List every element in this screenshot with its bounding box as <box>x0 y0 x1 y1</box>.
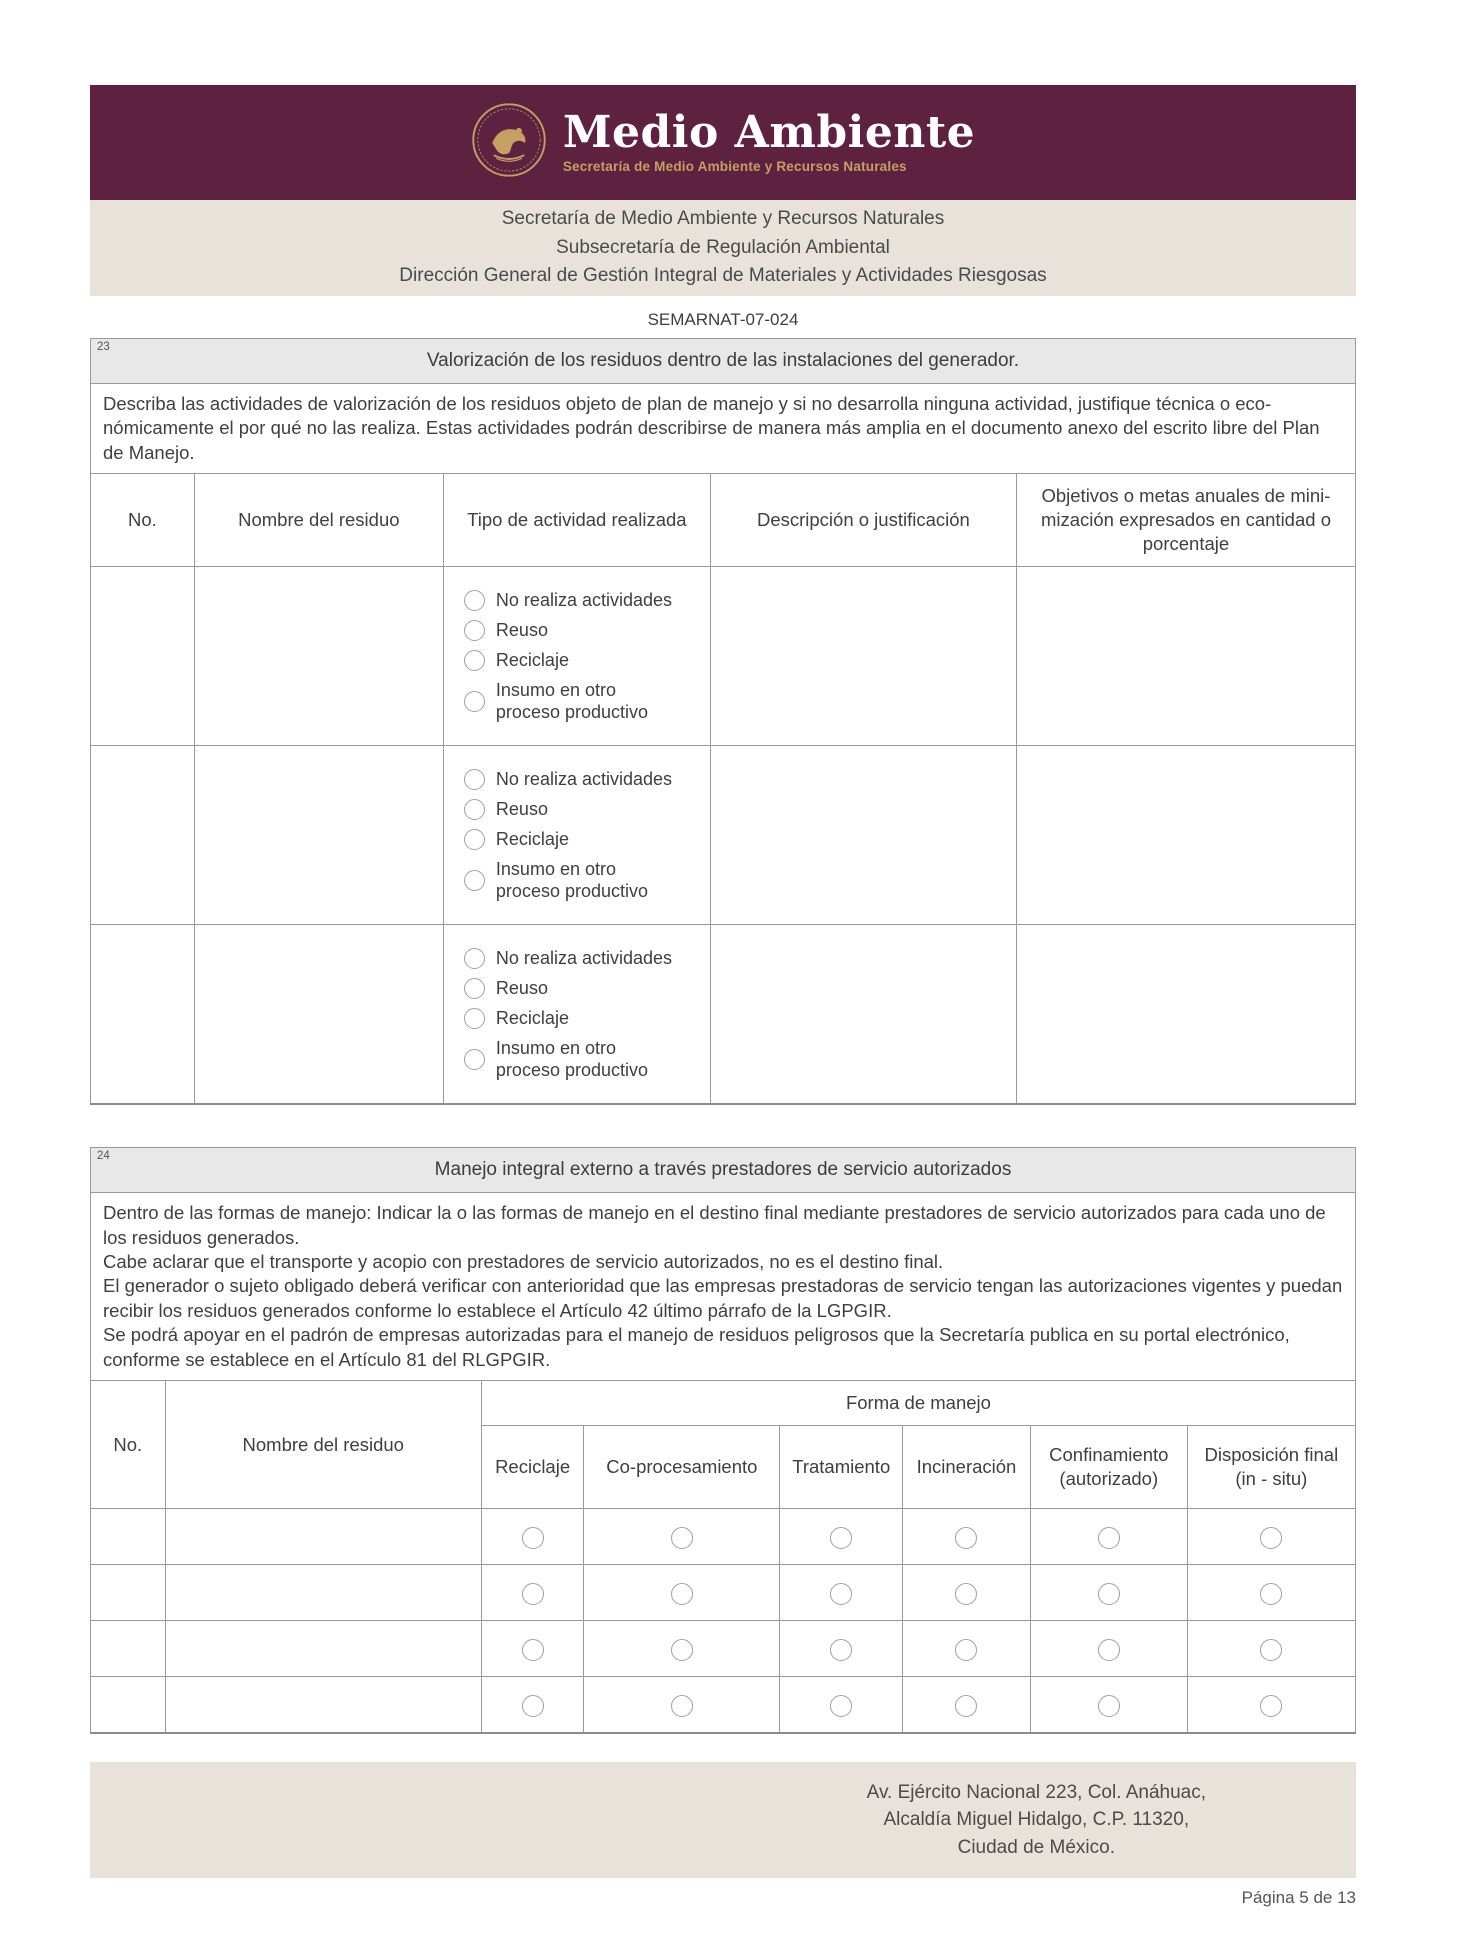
section24-table <box>90 1380 1356 1734</box>
section24-header <box>90 1147 1356 1193</box>
radio-reciclaje[interactable] <box>522 1639 544 1661</box>
col-header-reciclaje: Reciclaje <box>481 1426 583 1509</box>
radio-reciclaje[interactable] <box>522 1695 544 1717</box>
brand-title: Medio Ambiente <box>562 107 976 159</box>
section24-description-p2: Cabe aclarar que el transporte y acopio con prestadores de servicio autorizados, no es el destino final. <box>103 1251 944 1273</box>
cell-reciclaje-1 <box>481 1509 583 1565</box>
radio-disposicion-final[interactable] <box>1260 1639 1282 1661</box>
cell-confinamiento-2 <box>1030 1565 1187 1621</box>
cell-actividad-3 <box>443 925 710 1105</box>
org-line-3: Dirección General de Gestión Integral de Materiales y Actividades Riesgosas <box>399 265 1047 287</box>
radio-label: Reciclaje <box>495 829 569 850</box>
radio-co-procesamiento[interactable] <box>671 1527 693 1549</box>
radio-reciclaje[interactable] <box>464 650 485 671</box>
brand-text <box>562 107 976 174</box>
cell-no-3[interactable] <box>91 925 195 1105</box>
cell-reciclaje-4 <box>481 1677 583 1734</box>
col-header-nombre-residuo: Nombre del residuo <box>194 474 443 567</box>
radio-incineracion[interactable] <box>955 1527 977 1549</box>
radio-label: No realiza actividades <box>495 768 673 789</box>
radio-label: Reciclaje <box>495 1008 569 1029</box>
section23-description <box>90 383 1356 474</box>
section24-group-header-row <box>91 1381 1356 1426</box>
org-line-1: Secretaría de Medio Ambiente y Recursos Naturales <box>501 208 945 230</box>
radio-confinamiento[interactable] <box>1098 1639 1120 1661</box>
section24-number: 24 <box>97 1150 110 1163</box>
radio-incineracion[interactable] <box>955 1695 977 1717</box>
cell-confinamiento-3 <box>1030 1621 1187 1677</box>
col-header-confinamiento: Confinamiento (autorizado) <box>1030 1426 1187 1509</box>
radio-confinamiento[interactable] <box>1098 1695 1120 1717</box>
section23-number: 23 <box>97 341 110 353</box>
org-band <box>90 200 1356 296</box>
table-row <box>91 746 1356 925</box>
col-header-no: No. <box>91 474 195 567</box>
col-header-tipo-actividad: Tipo de actividad realizada <box>443 474 710 567</box>
cell-no-2[interactable] <box>91 746 195 925</box>
section23-table <box>90 473 1356 1105</box>
footer-band <box>90 1762 1356 1878</box>
radio-tratamiento[interactable] <box>830 1639 852 1661</box>
cell-tratamiento-2 <box>780 1565 903 1621</box>
radio-reuso[interactable] <box>464 799 485 820</box>
cell-nombre-2[interactable] <box>165 1565 481 1621</box>
section23-header <box>90 338 1356 384</box>
radio-label: Reuso <box>495 619 548 640</box>
cell-disposicion-4 <box>1187 1677 1355 1734</box>
col-header-tratamiento: Tratamiento <box>780 1426 903 1509</box>
radio-label: Reuso <box>495 977 548 998</box>
radio-reciclaje[interactable] <box>464 829 485 850</box>
cell-nombre-1[interactable] <box>194 567 443 746</box>
radio-co-procesamiento[interactable] <box>671 1639 693 1661</box>
col-header-nombre-residuo: Nombre del residuo <box>165 1381 481 1509</box>
radio-insumo-otro-proceso[interactable] <box>464 691 485 712</box>
radio-tratamiento[interactable] <box>830 1695 852 1717</box>
cell-nombre-4[interactable] <box>165 1677 481 1734</box>
cell-tratamiento-3 <box>780 1621 903 1677</box>
radio-no-realiza-actividades[interactable] <box>464 769 485 790</box>
radio-label: No realiza actividades <box>495 589 673 610</box>
cell-reciclaje-3 <box>481 1621 583 1677</box>
radio-incineracion[interactable] <box>955 1639 977 1661</box>
table-row <box>91 1509 1356 1565</box>
cell-nombre-1[interactable] <box>165 1509 481 1565</box>
col-header-disposicion-final: Disposición final (in - situ) <box>1187 1426 1355 1509</box>
cell-no-2[interactable] <box>91 1565 166 1621</box>
cell-disposicion-1 <box>1187 1509 1355 1565</box>
cell-objetivos-2[interactable] <box>1016 746 1355 925</box>
section24-description-p1: Dentro de las formas de manejo: Indicar la o las formas de manejo en el destino final mediante prestadores de servicio autorizados para cada uno de los residuos generados. <box>103 1202 1326 1248</box>
radio-reciclaje[interactable] <box>522 1583 544 1605</box>
radio-label: No realiza actividades <box>495 947 673 968</box>
cell-coprocesamiento-3 <box>584 1621 780 1677</box>
radio-no-realiza-actividades[interactable] <box>464 590 485 611</box>
cell-objetivos-1[interactable] <box>1016 567 1355 746</box>
radio-label: Insumo en otro proceso productivo <box>495 1038 649 1080</box>
cell-nombre-3[interactable] <box>194 925 443 1105</box>
section23-description-text: Describa las actividades de valorización de los residuos objeto de plan de manejo y si no desarrolla ninguna actividad, justifique técnica o eco-nómicamente el por qué no las realiza. Estas actividades podrán describirse de manera más amplia en el documento anexo del escrito libre del Plan de Manejo. <box>103 393 1320 463</box>
col-header-objetivos: Objetivos o metas anuales de minimización expresados en cantidad o porcentaje <box>1016 474 1355 567</box>
address-line-3: Ciudad de México. <box>957 1836 1115 1858</box>
org-line-2: Subsecretaría de Regulación Ambiental <box>556 236 890 258</box>
page-number: Página 5 de 13 <box>1241 1888 1356 1908</box>
radio-label: Insumo en otro proceso productivo <box>495 859 649 901</box>
table-row <box>91 1677 1356 1734</box>
radio-label: Insumo en otro proceso productivo <box>495 680 649 722</box>
col-group-forma-de-manejo: Forma de manejo <box>481 1381 1355 1426</box>
radio-disposicion-final[interactable] <box>1260 1527 1282 1549</box>
cell-nombre-3[interactable] <box>165 1621 481 1677</box>
cell-actividad-2 <box>443 746 710 925</box>
radio-label: Reciclaje <box>495 650 569 671</box>
cell-no-1[interactable] <box>91 1509 166 1565</box>
cell-actividad-1 <box>443 567 710 746</box>
cell-tratamiento-1 <box>780 1509 903 1565</box>
brand-subtitle: Secretaría de Medio Ambiente y Recursos Naturales <box>562 158 907 174</box>
footer-address <box>867 1779 1206 1862</box>
header-brand-band <box>90 85 1356 200</box>
cell-incineracion-4 <box>903 1677 1031 1734</box>
radio-incineracion[interactable] <box>955 1583 977 1605</box>
radio-co-procesamiento[interactable] <box>671 1695 693 1717</box>
radio-insumo-otro-proceso[interactable] <box>464 1049 485 1070</box>
cell-descripcion-3[interactable] <box>710 925 1016 1105</box>
cell-no-4[interactable] <box>91 1677 166 1734</box>
cell-coprocesamiento-4 <box>584 1677 780 1734</box>
radio-no-realiza-actividades[interactable] <box>464 948 485 969</box>
col-header-co-procesamiento: Co-procesamiento <box>584 1426 780 1509</box>
address-line-2: Alcaldía Miguel Hidalgo, C.P. 11320, <box>883 1809 1190 1831</box>
address-line-1: Av. Ejército Nacional 223, Col. Anáhuac, <box>866 1781 1206 1803</box>
radio-reuso[interactable] <box>464 620 485 641</box>
section24-description <box>90 1192 1356 1381</box>
section23-header-row <box>91 474 1356 567</box>
cell-coprocesamiento-1 <box>584 1509 780 1565</box>
cell-nombre-2[interactable] <box>194 746 443 925</box>
cell-confinamiento-4 <box>1030 1677 1187 1734</box>
radio-reciclaje[interactable] <box>464 1008 485 1029</box>
semarnat-seal-icon <box>471 102 547 183</box>
cell-confinamiento-1 <box>1030 1509 1187 1565</box>
radio-co-procesamiento[interactable] <box>671 1583 693 1605</box>
cell-tratamiento-4 <box>780 1677 903 1734</box>
radio-reuso[interactable] <box>464 978 485 999</box>
cell-reciclaje-2 <box>481 1565 583 1621</box>
radio-insumo-otro-proceso[interactable] <box>464 870 485 891</box>
cell-coprocesamiento-2 <box>584 1565 780 1621</box>
cell-descripcion-1[interactable] <box>710 567 1016 746</box>
radio-disposicion-final[interactable] <box>1260 1695 1282 1717</box>
table-row <box>91 925 1356 1105</box>
radio-tratamiento[interactable] <box>830 1583 852 1605</box>
radio-reciclaje[interactable] <box>522 1527 544 1549</box>
table-row <box>91 1565 1356 1621</box>
cell-no-3[interactable] <box>91 1621 166 1677</box>
cell-no-1[interactable] <box>91 567 195 746</box>
radio-confinamiento[interactable] <box>1098 1583 1120 1605</box>
cell-incineracion-1 <box>903 1509 1031 1565</box>
form-code: SEMARNAT-07-024 <box>647 310 799 329</box>
cell-descripcion-2[interactable] <box>710 746 1016 925</box>
section23-title: Valorización de los residuos dentro de las instalaciones del generador. <box>426 350 1020 371</box>
cell-objetivos-3[interactable] <box>1016 925 1355 1105</box>
section24-description-p4: Se podrá apoyar en el padrón de empresas autorizadas para el manejo de residuos peligrosos que la Secretaría publica en su portal electrónico, conforme se establece en el Artículo 81 del RLGPGIR. <box>103 1324 1290 1370</box>
form-page <box>90 85 1356 1948</box>
radio-tratamiento[interactable] <box>830 1527 852 1549</box>
col-header-no: No. <box>91 1381 166 1509</box>
cell-incineracion-2 <box>903 1565 1031 1621</box>
cell-incineracion-3 <box>903 1621 1031 1677</box>
col-header-incineracion: Incineración <box>903 1426 1031 1509</box>
section24-description-p3: El generador o sujeto obligado deberá verificar con anterioridad que las empresas prestadoras de servicio tengan las autorizaciones vigentes y puedan recibir los residuos generados conforme lo establece el Artículo 42 último párrafo de la LGPGIR. <box>103 1275 1343 1321</box>
col-header-descripcion: Descripción o justificación <box>710 474 1016 567</box>
cell-disposicion-2 <box>1187 1565 1355 1621</box>
table-row <box>91 1621 1356 1677</box>
radio-confinamiento[interactable] <box>1098 1527 1120 1549</box>
table-row <box>91 567 1356 746</box>
section24-title: Manejo integral externo a través prestadores de servicio autorizados <box>434 1159 1012 1181</box>
cell-disposicion-3 <box>1187 1621 1355 1677</box>
radio-disposicion-final[interactable] <box>1260 1583 1282 1605</box>
radio-label: Reuso <box>495 798 548 819</box>
